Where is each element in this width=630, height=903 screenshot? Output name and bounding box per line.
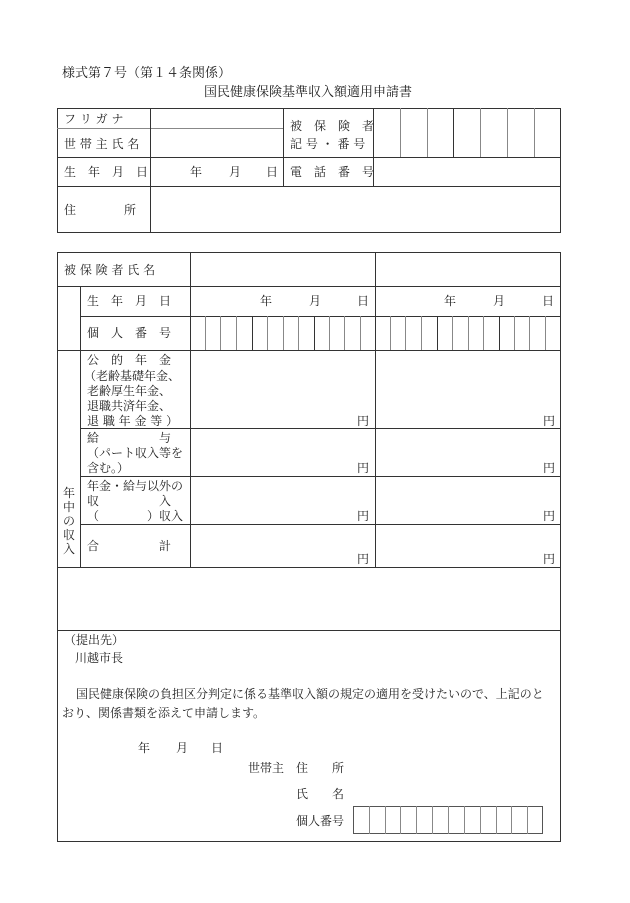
declaration-line-2: おり、関係書類を添えて申請します。 (62, 706, 266, 720)
address-label: 住 所 (64, 203, 137, 217)
salary-yen-2: 円 (543, 461, 556, 475)
salary-label-2: （パート収入等を (87, 446, 184, 460)
footer-personal-number-label: 個人番号 (296, 814, 345, 828)
personal-number-field-2[interactable] (376, 317, 560, 349)
footer-name-label: 氏 名 (296, 787, 345, 801)
apply-day: 日 (211, 741, 224, 755)
head-name-label: 世 帯 主 氏 名 (64, 137, 140, 151)
birth-label: 生 年 月 日 (64, 165, 149, 179)
total-yen-1: 円 (357, 552, 370, 566)
apply-year: 年 (138, 741, 151, 755)
total-field-2[interactable] (376, 525, 560, 566)
other-income-label-3: （ ）収入 (87, 509, 184, 523)
furigana-label: フ リ ガ ナ (64, 112, 124, 126)
pension-label-4: 退職共済年金、 (87, 399, 172, 413)
birth-day: 日 (266, 165, 279, 179)
total-yen-2: 円 (543, 552, 556, 566)
birth-year: 年 (190, 165, 203, 179)
pension-field-2[interactable] (376, 351, 560, 427)
insured-name-label: 被 保 険 者 氏 名 (64, 263, 156, 277)
birth-month: 月 (229, 165, 242, 179)
insured-birth-day-2: 日 (542, 294, 555, 308)
furigana-field[interactable] (151, 109, 282, 127)
form-number: 様式第７号（第１４条関係） (62, 66, 232, 81)
other-income-field-2[interactable] (376, 477, 560, 523)
submit-to-label: （提出先） (64, 633, 125, 647)
pension-yen-1: 円 (357, 414, 370, 428)
pension-label-1: 公 的 年 金 (87, 353, 172, 367)
insured-birth-year-1: 年 (260, 294, 273, 308)
insured-birth-month-2: 月 (493, 294, 506, 308)
address-field[interactable] (151, 187, 560, 232)
pension-label-3: 老齢厚生年金、 (87, 384, 172, 398)
personal-number-field-1[interactable] (191, 317, 374, 349)
other-income-field-1[interactable] (191, 477, 374, 523)
apply-month: 月 (176, 741, 189, 755)
insured-birth-year-2: 年 (444, 294, 457, 308)
pension-label-5: 退 職 年 金 等 ） (87, 414, 179, 428)
insured-number-label-2: 記 号 ・ 番 号 (290, 137, 366, 151)
salary-label-3: 含む。） (87, 461, 130, 475)
insured-name-field-1[interactable] (191, 253, 374, 285)
mayor-label: 川越市長 (75, 651, 124, 665)
salary-field-2[interactable] (376, 429, 560, 475)
salary-yen-1: 円 (357, 461, 370, 475)
phone-label: 電 話 番 号 (290, 165, 375, 179)
form-title: 国民健康保険基準収入額適用申請書 (204, 85, 413, 100)
pension-label-2: （老齢基礎年金、 (84, 369, 181, 383)
insured-birth-month-1: 月 (309, 294, 322, 308)
phone-field[interactable] (374, 158, 560, 185)
declaration-line-1: 国民健康保険の負担区分判定に係る基準収入額の規定の適用を受けたいので、上記のと (76, 687, 544, 701)
footer-address-field[interactable] (355, 758, 555, 776)
pension-yen-2: 円 (543, 414, 556, 428)
total-field-1[interactable] (191, 525, 374, 566)
insured-number-label-1: 被 保 険 者 (290, 119, 375, 133)
insured-name-field-2[interactable] (376, 253, 560, 285)
pension-field-1[interactable] (191, 351, 374, 427)
insured-birth-label: 生 年 月 日 (87, 294, 172, 308)
total-label: 合 計 (87, 539, 172, 553)
personal-number-label: 個 人 番 号 (87, 326, 172, 340)
salary-label-1: 給 与 (87, 431, 172, 445)
insured-birth-day-1: 日 (357, 294, 370, 308)
household-head-label: 世帯主 (248, 761, 285, 775)
other-income-label-2: 収 入 (87, 494, 172, 508)
birth-field[interactable] (151, 158, 282, 185)
other-income-label-1: 年金・給与以外の (87, 479, 184, 493)
head-name-field[interactable] (151, 129, 282, 156)
footer-address-label: 住 所 (296, 761, 345, 775)
insured-number-field[interactable] (374, 109, 560, 156)
footer-name-field[interactable] (355, 784, 555, 802)
annual-income-label: 年中の収入 (62, 486, 75, 556)
other-income-yen-1: 円 (357, 509, 370, 523)
salary-field-1[interactable] (191, 429, 374, 475)
other-income-yen-2: 円 (543, 509, 556, 523)
